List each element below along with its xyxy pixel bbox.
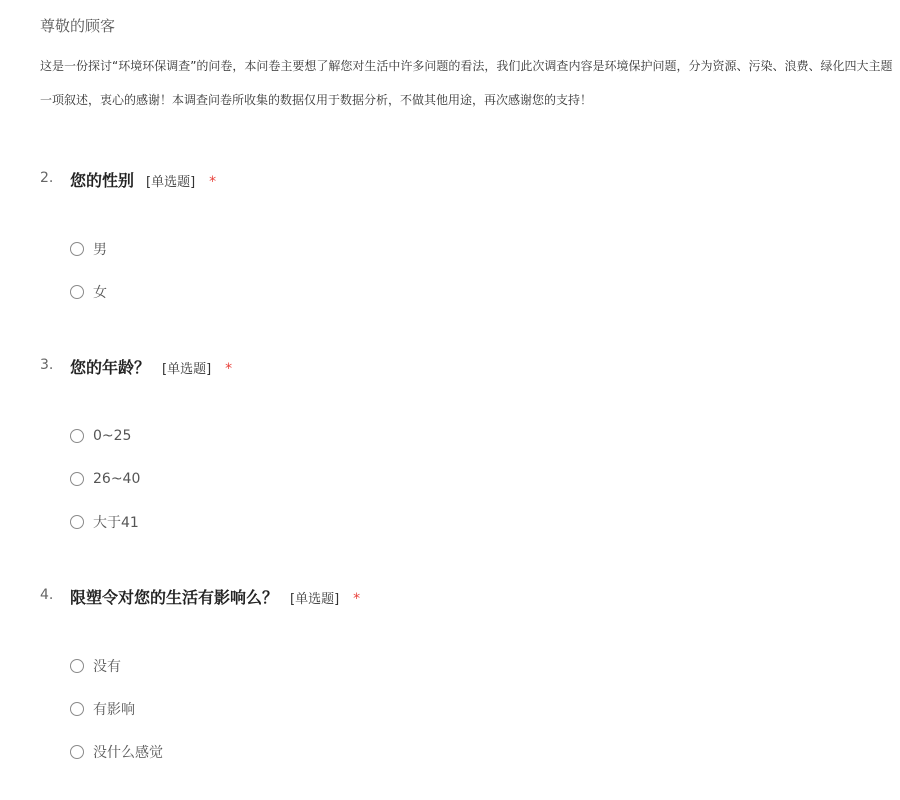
radio-button[interactable]	[70, 659, 84, 673]
option-age-0-25[interactable]	[70, 426, 131, 446]
question-type-label: [单选题]	[162, 362, 212, 377]
option-label: 有影响	[93, 702, 135, 718]
greeting-heading: 尊敬的顾客	[40, 17, 116, 35]
option-label: 26~40	[93, 471, 141, 487]
question-header	[40, 168, 890, 192]
question-type-label: [单选题]	[290, 592, 340, 607]
radio-button[interactable]	[70, 745, 84, 759]
question-title	[70, 585, 360, 608]
intro-text-line-2: 一项叙述，衷心的感谢！本调查问卷所收集的数据仅用于数据分析，不做其他用途，再次感谢您的支持！	[40, 93, 593, 107]
question-title	[70, 168, 216, 191]
question-title-text: 您的性别	[70, 171, 135, 190]
option-no-feeling[interactable]	[70, 742, 163, 762]
question-type-label: [单选题]	[146, 175, 196, 190]
option-label: 0~25	[93, 428, 132, 444]
question-gender	[40, 168, 890, 308]
option-age-over-41[interactable]	[70, 512, 139, 532]
option-label: 女	[93, 285, 107, 301]
radio-button[interactable]	[70, 472, 84, 486]
question-plastic-ban	[40, 585, 890, 770]
radio-button[interactable]	[70, 515, 84, 529]
radio-button[interactable]	[70, 702, 84, 716]
radio-button[interactable]	[70, 429, 84, 443]
radio-button[interactable]	[70, 242, 84, 256]
required-marker: *	[209, 174, 217, 190]
question-title	[70, 355, 232, 378]
option-male[interactable]	[70, 239, 107, 259]
question-title-text: 限塑令对您的生活有影响么？	[70, 588, 279, 607]
option-label: 大于41	[93, 515, 139, 531]
question-number: 4.	[40, 587, 54, 603]
question-title-text: 您的年龄？	[70, 358, 151, 377]
option-label: 没什么感觉	[93, 745, 163, 761]
radio-button[interactable]	[70, 285, 84, 299]
question-number: 3.	[40, 357, 54, 373]
question-number: 2.	[40, 170, 54, 186]
question-header	[40, 585, 890, 609]
option-label: 没有	[93, 659, 121, 675]
option-label: 男	[93, 242, 107, 258]
question-age	[40, 355, 890, 540]
option-has-effect[interactable]	[70, 699, 135, 719]
required-marker: *	[225, 361, 233, 377]
option-female[interactable]	[70, 282, 107, 302]
question-header	[40, 355, 890, 379]
intro-text-line-1: 这是一份探讨“环境环保调查”的问卷，本问卷主要想了解您对生活中许多问题的看法，我们此次调查内容是环境保护问题，分为资源、污染、浪费、绿化四大主题	[40, 59, 893, 73]
option-age-26-40[interactable]	[70, 469, 140, 489]
required-marker: *	[353, 591, 361, 607]
option-no-effect[interactable]	[70, 656, 121, 676]
